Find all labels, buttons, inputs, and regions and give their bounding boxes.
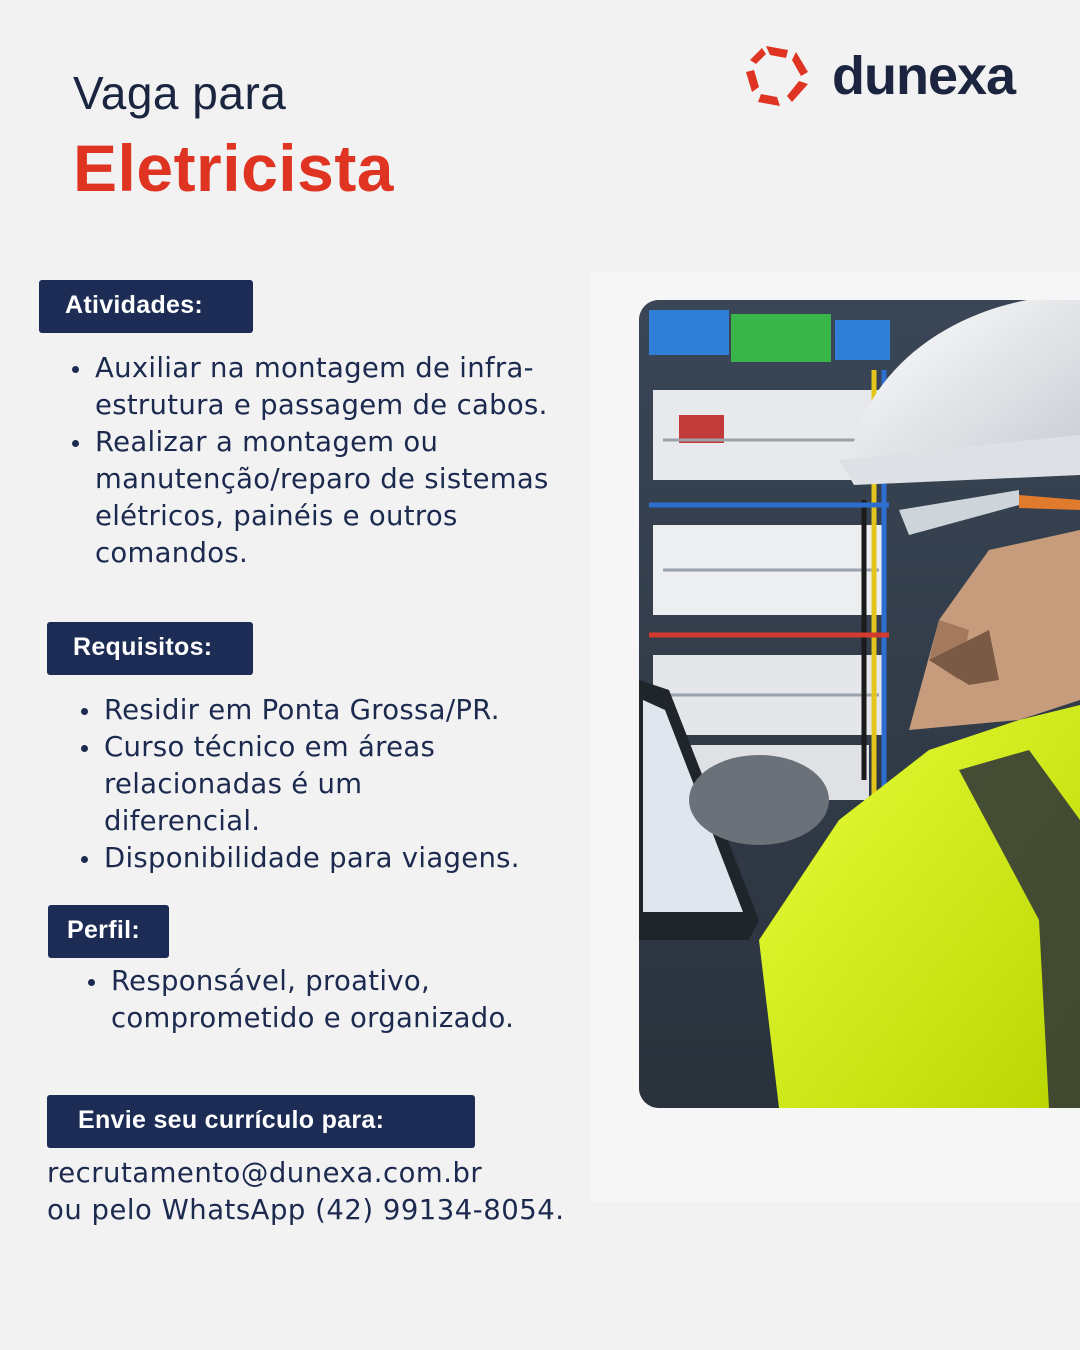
- list-item: Responsável, proativo, comprometido e organizado.: [86, 963, 546, 1037]
- contact-label: Envie seu currículo para:: [47, 1095, 475, 1148]
- list-item: Auxiliar na montagem de infra-estrutura e passagem de cabos.: [70, 350, 590, 424]
- logo-wordmark: dunexa: [832, 46, 1016, 106]
- atividades-list: [70, 350, 590, 572]
- section-label-requisitos: Requisitos:: [47, 622, 253, 675]
- requisitos-list: [79, 692, 559, 877]
- list-item: Disponibilidade para viagens.: [79, 840, 559, 877]
- dunexa-logo-icon: [744, 42, 814, 110]
- contact-email[interactable]: recrutamento@dunexa.com.br: [47, 1157, 483, 1189]
- company-logo: [744, 42, 1015, 110]
- list-item: Residir em Ponta Grossa/PR.: [79, 692, 559, 729]
- section-label-atividades: Atividades:: [39, 280, 253, 333]
- contact-whatsapp: ou pelo WhatsApp (42) 99134-8054.: [47, 1194, 565, 1226]
- electrician-photo: [639, 300, 1080, 1108]
- section-label-perfil: Perfil:: [48, 905, 169, 958]
- job-title: Eletricista: [73, 131, 394, 205]
- contact-info: [47, 1155, 564, 1229]
- list-item: Realizar a montagem ou manutenção/reparo de sistemas elétricos, painéis e outros comandos.: [70, 424, 590, 572]
- title-line-1: Vaga para: [73, 67, 287, 119]
- perfil-list: [86, 963, 546, 1037]
- list-item: Curso técnico em áreas relacionadas é um diferencial.: [79, 729, 444, 840]
